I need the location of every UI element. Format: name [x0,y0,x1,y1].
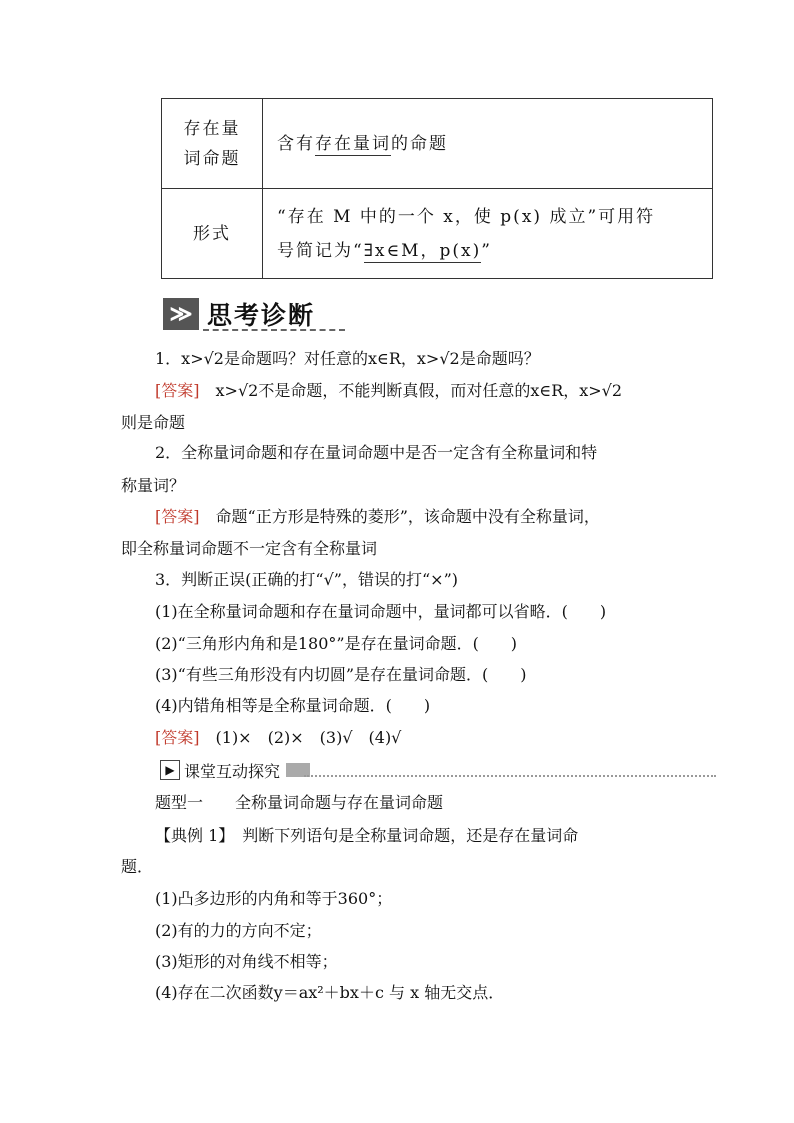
question-3-item: (4)内错角相等是全称量词命题．( ) [155,696,431,715]
answer-tag: [答案] [155,507,200,526]
example-item: (4)存在二次函数y＝ax²＋bx＋c 与 x 轴无交点． [155,983,505,1002]
question-2-line-1: 2．全称量词命题和存在量词命题中是否一定含有全称量词和特 [155,443,598,462]
underlined-formula: ∃x∈M，p(x) [363,240,482,261]
underlined-term: 存在量词 [315,133,391,154]
type-heading: 题型一 全称量词命题与存在量词命题 [155,793,444,812]
example-1-line-1: 【典例 1】 判断下列语句是全称量词命题，还是存在量词命 [155,826,579,845]
section-title: 课堂互动探究 [184,761,281,781]
section-header-classroom [160,760,310,780]
answer-2-line-2: 即全称量词命题不一定含有全称量词 [121,539,378,558]
example-item: (3)矩形的对角线不相等； [155,952,338,971]
answer-2-line-1: [答案] 命题“正方形是特殊的菱形”，该命题中没有全称量词， [155,507,600,526]
section-title: 思考诊断 [207,301,316,330]
question-3-item: (1)在全称量词命题和存在量词命题中，量词都可以省略．( ) [155,602,607,621]
example-item: (2)有的力的方向不定； [155,921,322,940]
double-chevron-icon: ≫ [163,298,199,330]
play-arrow-icon: ▶ [160,760,180,780]
question-3-item: (3)“有些三角形没有内切圆”是存在量词命题．( ) [155,665,527,684]
table-row-header: 形式 [162,189,263,279]
answer-tag: [答案] [155,728,200,747]
table-row-body: 含有存在量词的命题 [263,99,713,189]
table-row-body: “存在 M 中的一个 x，使 p(x) 成立”可用符 号简记为“∃x∈M，p(x)” [263,189,713,279]
answer-1-line-2: 则是命题 [121,413,186,432]
definition-table [161,98,713,279]
dashed-divider [203,329,345,331]
answer-1-line-1: [答案] x>√2不是命题，不能判断真假，而对任意的x∈R，x>√2 [155,381,623,400]
question-3-title: 3．判断正误(正确的打“√”，错误的打“×”) [155,570,458,589]
answer-3: [答案] (1)× (2)× (3)√ (4)√ [155,728,402,747]
table-row-header: 存在量 词命题 [162,99,263,189]
example-1-line-2: 题． [121,857,154,876]
section-header-thinking [163,297,315,331]
example-item: (1)凸多边形的内角和等于360°； [155,889,393,908]
question-2-line-2: 称量词？ [121,476,186,495]
question-1: 1．x>√2是命题吗？对任意的x∈R，x>√2是命题吗？ [155,349,540,368]
answer-tag: [答案] [155,381,200,400]
question-3-item: (2)“三角形内角和是180°”是存在量词命题．( ) [155,634,518,653]
dotted-divider [304,775,716,777]
